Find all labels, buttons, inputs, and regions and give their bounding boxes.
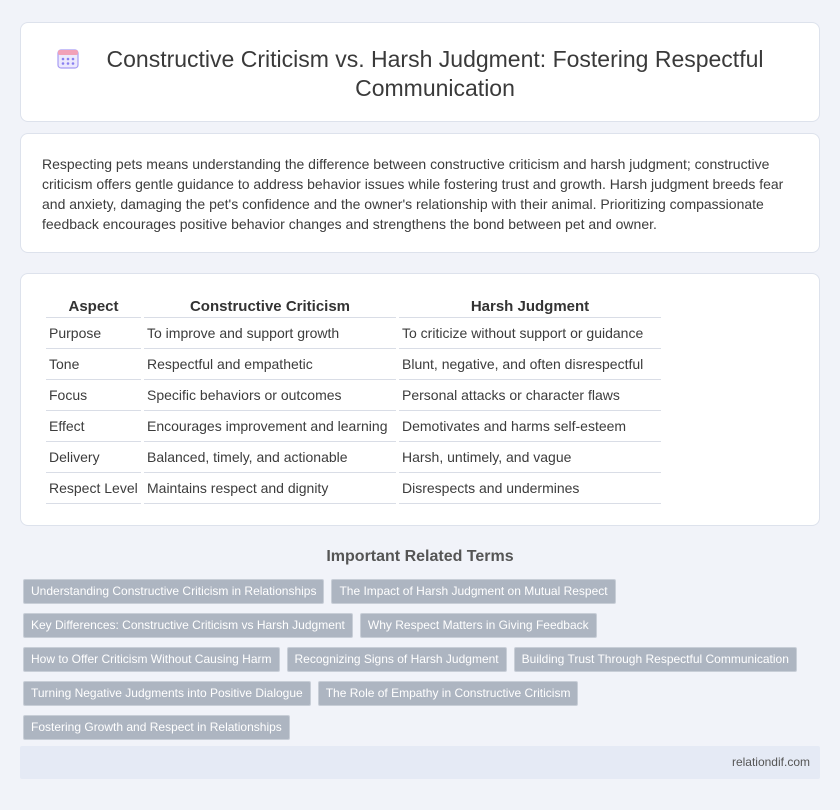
table-row (46, 380, 661, 411)
related-terms-list (23, 579, 813, 740)
related-term-link[interactable]: Turning Negative Judgments into Positive Dialogue (23, 681, 311, 706)
comparison-table (43, 296, 664, 504)
page-title: Constructive Criticism vs. Harsh Judgment: Fostering Respectful Communication (106, 46, 764, 101)
column-header-harsh: Harsh Judgment (399, 296, 661, 318)
table-cell: Respectful and empathetic (144, 349, 396, 380)
comparison-card (20, 273, 820, 526)
intro-paragraph: Respecting pets means understanding the difference between constructive criticism and harsh judgment; constructive criticism offers gentle guidance to address behavior issues while fostering trust and growth. Harsh judgment breeds fear and anxiety, damaging the pet's confidence and the owner's relationship with their animal. Prioritizing compassionate feedback encourages positive behavior changes and strengthens the bond between pet and owner. (42, 156, 784, 232)
related-term-link[interactable]: Key Differences: Constructive Criticism vs Harsh Judgment (23, 613, 353, 638)
table-cell: Blunt, negative, and often disrespectful (399, 349, 661, 380)
related-term-link[interactable]: The Impact of Harsh Judgment on Mutual Respect (331, 579, 615, 604)
table-cell: Effect (46, 411, 141, 442)
table-cell: Specific behaviors or outcomes (144, 380, 396, 411)
column-header-constructive: Constructive Criticism (144, 296, 396, 318)
column-header-aspect: Aspect (46, 296, 141, 318)
intro-card (20, 133, 820, 253)
table-cell: Respect Level (46, 473, 141, 504)
related-term-link[interactable]: Why Respect Matters in Giving Feedback (360, 613, 597, 638)
table-row (46, 349, 661, 380)
related-term-link[interactable]: Fostering Growth and Respect in Relationships (23, 715, 290, 740)
related-term-link[interactable]: Understanding Constructive Criticism in Relationships (23, 579, 324, 604)
related-term-link[interactable]: Recognizing Signs of Harsh Judgment (287, 647, 507, 672)
related-term-link[interactable]: How to Offer Criticism Without Causing Harm (23, 647, 280, 672)
table-cell: Demotivates and harms self-esteem (399, 411, 661, 442)
table-cell: Harsh, untimely, and vague (399, 442, 661, 473)
table-cell: Focus (46, 380, 141, 411)
site-link[interactable]: relationdif.com (731, 755, 810, 769)
table-header-row (46, 296, 661, 318)
table-cell: To criticize without support or guidance (399, 318, 661, 349)
table-cell: Personal attacks or character flaws (399, 380, 661, 411)
table-row (46, 411, 661, 442)
table-cell: Tone (46, 349, 141, 380)
related-terms-heading: Important Related Terms (326, 548, 514, 565)
footer-bar (20, 746, 820, 779)
table-cell: To improve and support growth (144, 318, 396, 349)
table-row (46, 473, 661, 504)
table-cell: Delivery (46, 442, 141, 473)
table-cell: Maintains respect and dignity (144, 473, 396, 504)
table-cell: Encourages improvement and learning (144, 411, 396, 442)
table-cell: Disrespects and undermines (399, 473, 661, 504)
table-cell: Balanced, timely, and actionable (144, 442, 396, 473)
title-card (20, 22, 820, 122)
table-row (46, 442, 661, 473)
related-term-link[interactable]: Building Trust Through Respectful Communication (514, 647, 797, 672)
table-row (46, 318, 661, 349)
related-term-link[interactable]: The Role of Empathy in Constructive Criticism (318, 681, 579, 706)
table-cell: Purpose (46, 318, 141, 349)
